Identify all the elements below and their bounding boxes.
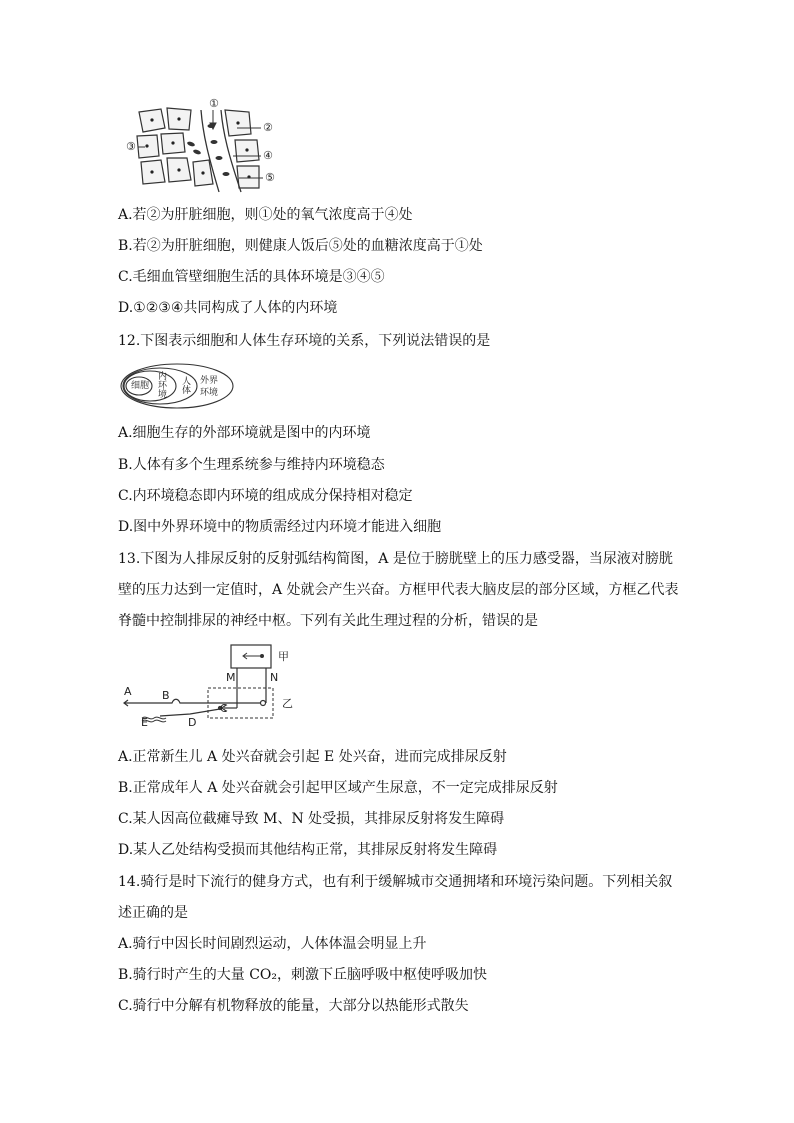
label-yi: 乙 [282,697,293,710]
figure-label-1: ① [209,97,219,110]
neuron-cell-body [261,701,266,706]
outer-environment-label-line2: 环境 [200,388,219,398]
q13-option-b: B.正常成年人 A 处兴奋就会引起甲区域产生尿意，不一定完成排尿反射 [118,780,558,796]
label-c: C [220,702,228,715]
sensory-neuron [124,699,262,706]
q14-option-b: B.骑行时产生的大量 CO₂，刺激下丘脑呼吸中枢使呼吸加快 [118,967,487,983]
q12-stem: 12.下图表示细胞和人体生存环境的关系，下列说法错误的是 [118,333,491,349]
q11-option-b: B.若②为肝脏细胞，则健康人饭后⑤处的血糖浓度高于①处 [118,238,483,254]
q14-option-a: A.骑行中因长时间剧烈运动，人体体温会明显上升 [118,936,427,952]
label-d: D [188,716,197,729]
q12-option-d: D.图中外界环境中的物质需经过内环境才能进入细胞 [118,519,442,535]
q13-option-a: A.正常新生儿 A 处兴奋就会引起 E 处兴奋，进而完成排尿反射 [118,749,507,765]
cell-label: 细胞 [131,381,150,391]
label-m: M [226,671,236,684]
cortex-synapse [243,653,264,659]
label-n: N [270,671,279,684]
tissue-capillary-figure [125,96,285,192]
outer-environment-label-line1: 外界 [200,376,219,386]
label-b: B [162,689,170,702]
figure-label-5: ⑤ [265,171,275,184]
q13-option-d: D.某人乙处结构受损而其他结构正常，其排尿反射将发生障碍 [118,842,498,858]
label-jia: 甲 [278,650,289,663]
q12-option-b: B.人体有多个生理系统参与维持内环境稳态 [118,457,385,473]
q12-option-c: C.内环境稳态即内环境的组成成分保持相对稳定 [118,488,413,504]
q13-stem-line-1: 13.下图为人排尿反射的反射弧结构简图，A 是位于膀胱壁上的压力感受器，当尿液对膀胱 [118,551,673,567]
q11-option-c: C.毛细血管壁细胞生活的具体环境是③④⑤ [118,269,385,285]
q13-option-c: C.某人因高位截瘫导致 M、N 处受损，其排尿反射将发生障碍 [118,811,505,827]
figure-label-2: ② [263,121,273,134]
q11-option-a: A.若②为肝脏细胞，则①处的氧气浓度高于④处 [118,207,413,223]
label-a: A [124,685,132,698]
tissue-cells [137,108,259,188]
q12-option-a: A.细胞生存的外部环境就是图中的内环境 [118,425,371,441]
q11-option-d: D.①②③④共同构成了人体的内环境 [118,300,338,316]
q13-stem-line-3: 脊髓中控制排尿的神经中枢。下列有关此生理过程的分析，错误的是 [118,613,538,629]
q14-stem-line-1: 14.骑行是时下流行的健身方式，也有利于缓解城市交通拥堵和环境污染问题。下列相关叙 [118,874,673,890]
q14-option-c: C.骑行中分解有机物释放的能量，大部分以热能形式散失 [118,998,469,1014]
inner-environment-label: 内环境 [156,371,166,398]
figure-label-3: ③ [126,140,136,153]
label-e: E [141,716,148,729]
body-label: 人体 [180,376,190,394]
figure-label-4: ④ [263,149,273,162]
q13-stem-line-2: 壁的压力达到一定值时，A 处就会产生兴奋。方框甲代表大脑皮层的部分区域，方框乙代表 [118,582,679,598]
q14-stem-line-2: 述正确的是 [118,905,188,921]
